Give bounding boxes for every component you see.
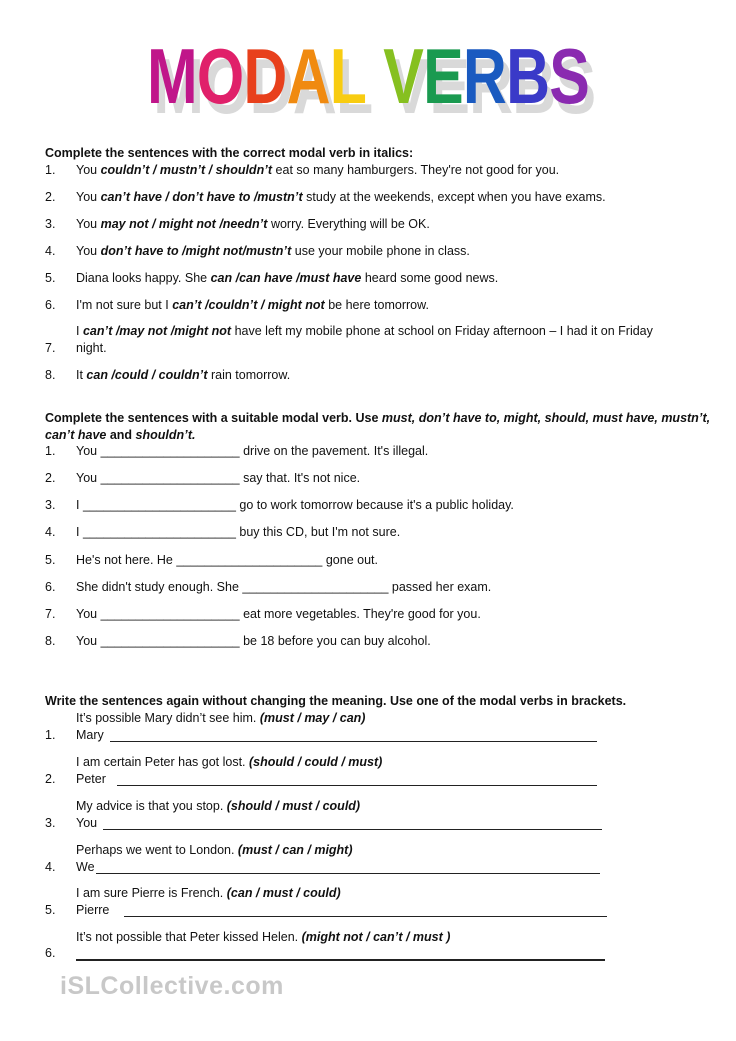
section3-heading: Write the sentences again without changing the meaning. Use one of the modal verbs in brackets. xyxy=(45,694,627,708)
answer-start: Mary xyxy=(76,728,104,742)
rewrite-prompt xyxy=(76,930,450,945)
modal-options: (might not / can’t / must ) xyxy=(301,930,451,944)
sentence-start: You xyxy=(76,634,101,648)
sentence-end: eat so many hamburgers. They're not good for you. xyxy=(272,163,560,177)
gap-fill-sentence xyxy=(76,498,514,513)
sentence-end: use your mobile phone in class. xyxy=(291,244,470,258)
item-number: 3. xyxy=(45,816,56,830)
rewrite-prompt xyxy=(76,799,360,814)
sentence-start: You xyxy=(76,471,101,485)
sentence xyxy=(76,163,559,178)
sentence-start: I xyxy=(76,525,83,539)
sentence-end: say that. It's not nice. xyxy=(239,471,361,485)
sentence-start: Diana looks happy. She xyxy=(76,271,211,285)
title-letter: S xyxy=(549,32,590,120)
item-number: 1. xyxy=(45,728,56,742)
sentence xyxy=(76,190,606,205)
item-number: 4. xyxy=(45,860,56,874)
answer-line[interactable] xyxy=(124,916,607,917)
gap-fill-sentence xyxy=(76,471,360,486)
modal-options: can /could / couldn’t xyxy=(86,368,208,382)
answer-start: Peter xyxy=(76,772,106,786)
gap-fill-sentence xyxy=(76,607,481,622)
modal-list-2: can’t have xyxy=(45,428,107,442)
answer-blank[interactable]: ______________________ xyxy=(82,498,236,512)
item-number: 2. xyxy=(45,772,56,786)
modal-options: don’t have to /might not/mustn’t xyxy=(100,244,292,258)
modal-options: couldn’t / mustn’t / shouldn’t xyxy=(100,163,273,177)
gap-fill-sentence xyxy=(76,634,431,649)
item-number: 6. xyxy=(45,298,56,312)
sentence-end: rain tomorrow. xyxy=(207,368,291,382)
sentence-end: study at the weekends, except when you have exams. xyxy=(302,190,606,204)
prompt-sentence: Perhaps we went to London. xyxy=(76,843,238,857)
item-number: 6. xyxy=(45,946,56,960)
sentence xyxy=(76,244,470,259)
sentence-end: heard some good news. xyxy=(361,271,499,285)
modal-options: can’t /may not /might not xyxy=(82,324,232,338)
gap-fill-sentence xyxy=(76,553,378,568)
sentence-start: I xyxy=(76,498,83,512)
sentence-end: be here tomorrow. xyxy=(324,298,429,312)
sentence-end: be 18 before you can buy alcohol. xyxy=(239,634,431,648)
answer-blank[interactable]: _____________________ xyxy=(242,580,389,594)
worksheet-title xyxy=(81,32,655,120)
gap-fill-sentence xyxy=(76,525,400,540)
sentence-end: eat more vegetables. They're good for you. xyxy=(239,607,481,621)
modal-options: can /can have /must have xyxy=(210,271,362,285)
section1-heading: Complete the sentences with the correct modal verb in italics: xyxy=(45,146,414,160)
watermark: iSLCollective.com xyxy=(60,972,284,1000)
prompt-sentence: I am sure Pierre is French. xyxy=(76,886,227,900)
title-letter: E xyxy=(423,32,463,120)
prompt-sentence: It’s not possible that Peter kissed Helen. xyxy=(76,930,302,944)
prompt-sentence: I am certain Peter has got lost. xyxy=(76,755,249,769)
answer-line[interactable] xyxy=(110,741,597,742)
sentence-end: drive on the pavement. It's illegal. xyxy=(239,444,429,458)
sentence-end: worry. Everything will be OK. xyxy=(267,217,430,231)
sentence xyxy=(76,368,290,383)
answer-line[interactable] xyxy=(117,785,597,786)
item-number: 7. xyxy=(45,341,56,355)
item-number: 2. xyxy=(45,471,56,485)
prompt-sentence: My advice is that you stop. xyxy=(76,799,227,813)
sentence xyxy=(76,271,498,286)
sentence-start: It xyxy=(76,368,87,382)
item-number: 5. xyxy=(45,553,56,567)
answer-blank[interactable]: _____________________ xyxy=(176,553,323,567)
answer-blank[interactable]: ____________________ xyxy=(100,634,240,648)
sentence-start: He's not here. He xyxy=(76,553,177,567)
heading-text: Complete the sentences with a suitable modal verb. Use xyxy=(45,411,382,425)
rewrite-prompt xyxy=(76,843,353,858)
title-letter: O xyxy=(196,32,244,120)
section2-heading xyxy=(45,410,710,444)
rewrite-prompt xyxy=(76,711,365,726)
modal-options: (should / could / must) xyxy=(249,755,383,769)
sentence-start: I'm not sure but I xyxy=(76,298,173,312)
sentence-start: You xyxy=(76,217,101,231)
answer-blank[interactable]: ____________________ xyxy=(100,444,240,458)
sentence-end: go to work tomorrow because it's a public holiday. xyxy=(235,498,514,512)
prompt-sentence: It’s possible Mary didn’t see him. xyxy=(76,711,260,725)
sentence-end: buy this CD, but I'm not sure. xyxy=(235,525,401,539)
sentence xyxy=(76,324,653,339)
sentence xyxy=(76,298,429,313)
sentence-start: She didn't study enough. She xyxy=(76,580,243,594)
modal-options: can’t have / don’t have to /mustn’t xyxy=(100,190,303,204)
sentence-end: gone out. xyxy=(322,553,378,567)
answer-line[interactable] xyxy=(96,873,600,874)
sentence-start: You xyxy=(76,163,101,177)
modal-options: can’t /couldn’t / might not xyxy=(172,298,325,312)
sentence-start: I xyxy=(76,324,83,338)
title-letter: B xyxy=(506,32,550,120)
sentence-start: You xyxy=(76,244,101,258)
title-letter: M xyxy=(146,32,197,120)
item-number: 8. xyxy=(45,368,56,382)
answer-start: We xyxy=(76,860,95,874)
item-number: 8. xyxy=(45,634,56,648)
answer-blank[interactable]: ______________________ xyxy=(82,525,236,539)
heading-and: and xyxy=(106,428,136,442)
item-number: 7. xyxy=(45,607,56,621)
sentence-end: passed her exam. xyxy=(388,580,492,594)
item-number: 5. xyxy=(45,903,56,917)
rewrite-prompt xyxy=(76,886,341,901)
item-number: 3. xyxy=(45,217,56,231)
sentence xyxy=(76,217,430,232)
item-number: 6. xyxy=(45,580,56,594)
answer-start: You xyxy=(76,816,98,830)
title-letter: R xyxy=(462,32,507,120)
item-number: 3. xyxy=(45,498,56,512)
item-number: 5. xyxy=(45,271,56,285)
item-number: 1. xyxy=(45,163,56,177)
sentence-start: You xyxy=(76,444,101,458)
answer-line[interactable] xyxy=(76,959,605,961)
modal-options: (can / must / could) xyxy=(226,886,341,900)
sentence-start: You xyxy=(76,607,101,621)
answer-line[interactable] xyxy=(103,829,602,830)
title-letter: L xyxy=(329,32,367,120)
item-number: 4. xyxy=(45,244,56,258)
gap-fill-sentence xyxy=(76,580,491,595)
modal-list: must, don’t have to, might, should, must have, mustn’t, xyxy=(381,411,711,425)
modal-options: (must / can / might) xyxy=(237,843,353,857)
modal-options: (must / may / can) xyxy=(259,711,366,725)
answer-start: Pierre xyxy=(76,903,110,917)
modal-options: may not / might not /needn’t xyxy=(100,217,268,231)
sentence-continued: night. xyxy=(76,341,107,355)
title-letter: D xyxy=(243,32,287,120)
item-number: 2. xyxy=(45,190,56,204)
sentence-end: have left my mobile phone at school on Friday afternoon – I had it on Friday xyxy=(231,324,653,338)
modal-list-last: shouldn’t. xyxy=(135,428,196,442)
gap-fill-sentence xyxy=(76,444,428,459)
item-number: 4. xyxy=(45,525,56,539)
sentence-start: You xyxy=(76,190,101,204)
title-letter: V xyxy=(383,32,424,120)
rewrite-prompt xyxy=(76,755,382,770)
answer-blank[interactable]: ____________________ xyxy=(100,607,240,621)
answer-blank[interactable]: ____________________ xyxy=(100,471,240,485)
item-number: 1. xyxy=(45,444,56,458)
modal-options: (should / must / could) xyxy=(226,799,361,813)
title-letter: A xyxy=(286,32,330,120)
